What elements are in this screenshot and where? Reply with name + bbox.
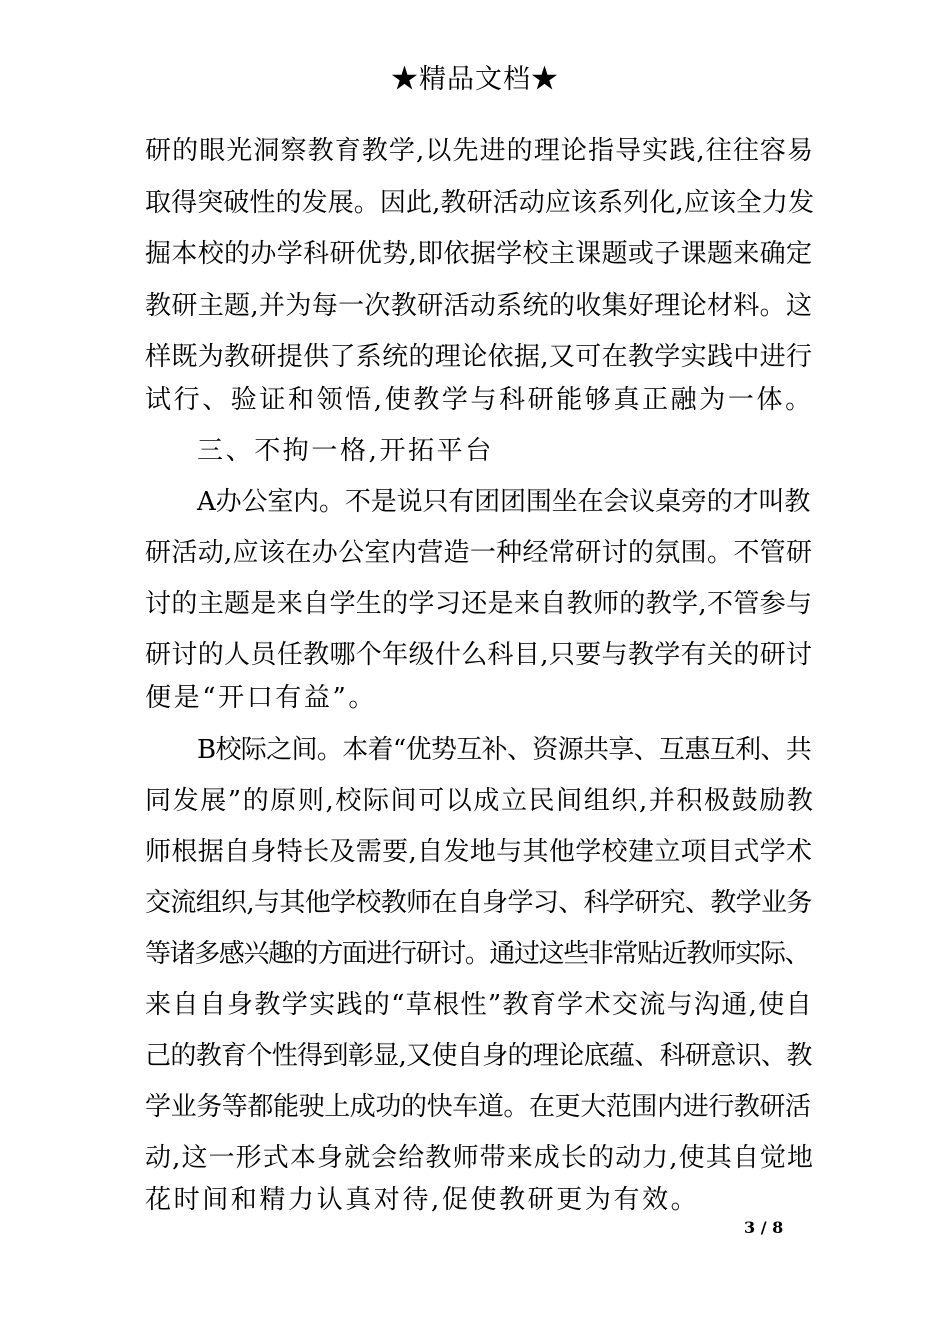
text-line: 研的眼光洞察教育教学,以先进的理论指导实践,往往容易 <box>145 136 815 166</box>
text-line: 教研主题,并为每一次教研活动系统的收集好理论材料。这 <box>145 291 813 321</box>
text-line: 学业务等都能驶上成功的快车道。在更大范围内进行教研活 <box>145 1092 811 1122</box>
text-line: 研讨的人员任教哪个年级什么科目,只要与教学有关的研讨 <box>145 640 813 670</box>
text-line: 等诸多感兴趣的方面进行研讨。通过这些非常贴近教师实际、 <box>145 939 810 969</box>
text-line: A办公室内。不是说只有团团围坐在会议桌旁的才叫教 <box>197 487 811 517</box>
text-line: 研活动,应该在办公室内营造一种经常研讨的氛围。不管研 <box>145 538 813 568</box>
text-line: 取得突破性的发展。因此,教研活动应该系列化,应该全力发 <box>145 188 815 218</box>
text-line: 同发展”的原则,校际间可以成立民间组织,并积极鼓励教 <box>145 786 815 816</box>
text-line: 师根据自身特长及需要,自发地与其他学校建立项目式学术 <box>145 837 813 867</box>
text-line: 讨的主题是来自学生的学习还是来自教师的教学,不管参与 <box>145 589 813 619</box>
text-line: 来自自身教学实践的“草根性”教育学术交流与沟通,使自 <box>145 990 813 1020</box>
text-line: 掘本校的办学科研优势,即依据学校主课题或子课题来确定 <box>145 239 813 269</box>
document-header-title: ★精品文档★ <box>391 64 559 95</box>
text-line: 试行、验证和领悟,使教学与科研能够真正融为一体。 <box>145 385 814 415</box>
text-line: 己的教育个性得到彰显,又使自身的理论底蕴、科研意识、教 <box>145 1041 812 1071</box>
text-line: 花时间和精力认真对待,促使教研更为有效。 <box>145 1185 700 1215</box>
text-line: 样既为教研提供了系统的理论依据,又可在教学实践中进行 <box>145 342 813 372</box>
text-line: B校际之间。本着“优势互补、资源共享、互惠互利、共 <box>197 735 812 765</box>
text-line: 动,这一形式本身就会给教师带来成长的动力,使其自觉地 <box>145 1143 815 1173</box>
text-line: 交流组织,与其他学校教师在自身学习、科学研究、教学业务 <box>145 888 812 918</box>
section-heading: 三、不拘一格,开拓平台 <box>197 436 494 466</box>
text-line: 便是“开口有益”。 <box>145 683 377 713</box>
page-number: 3 / 8 <box>744 1218 784 1237</box>
